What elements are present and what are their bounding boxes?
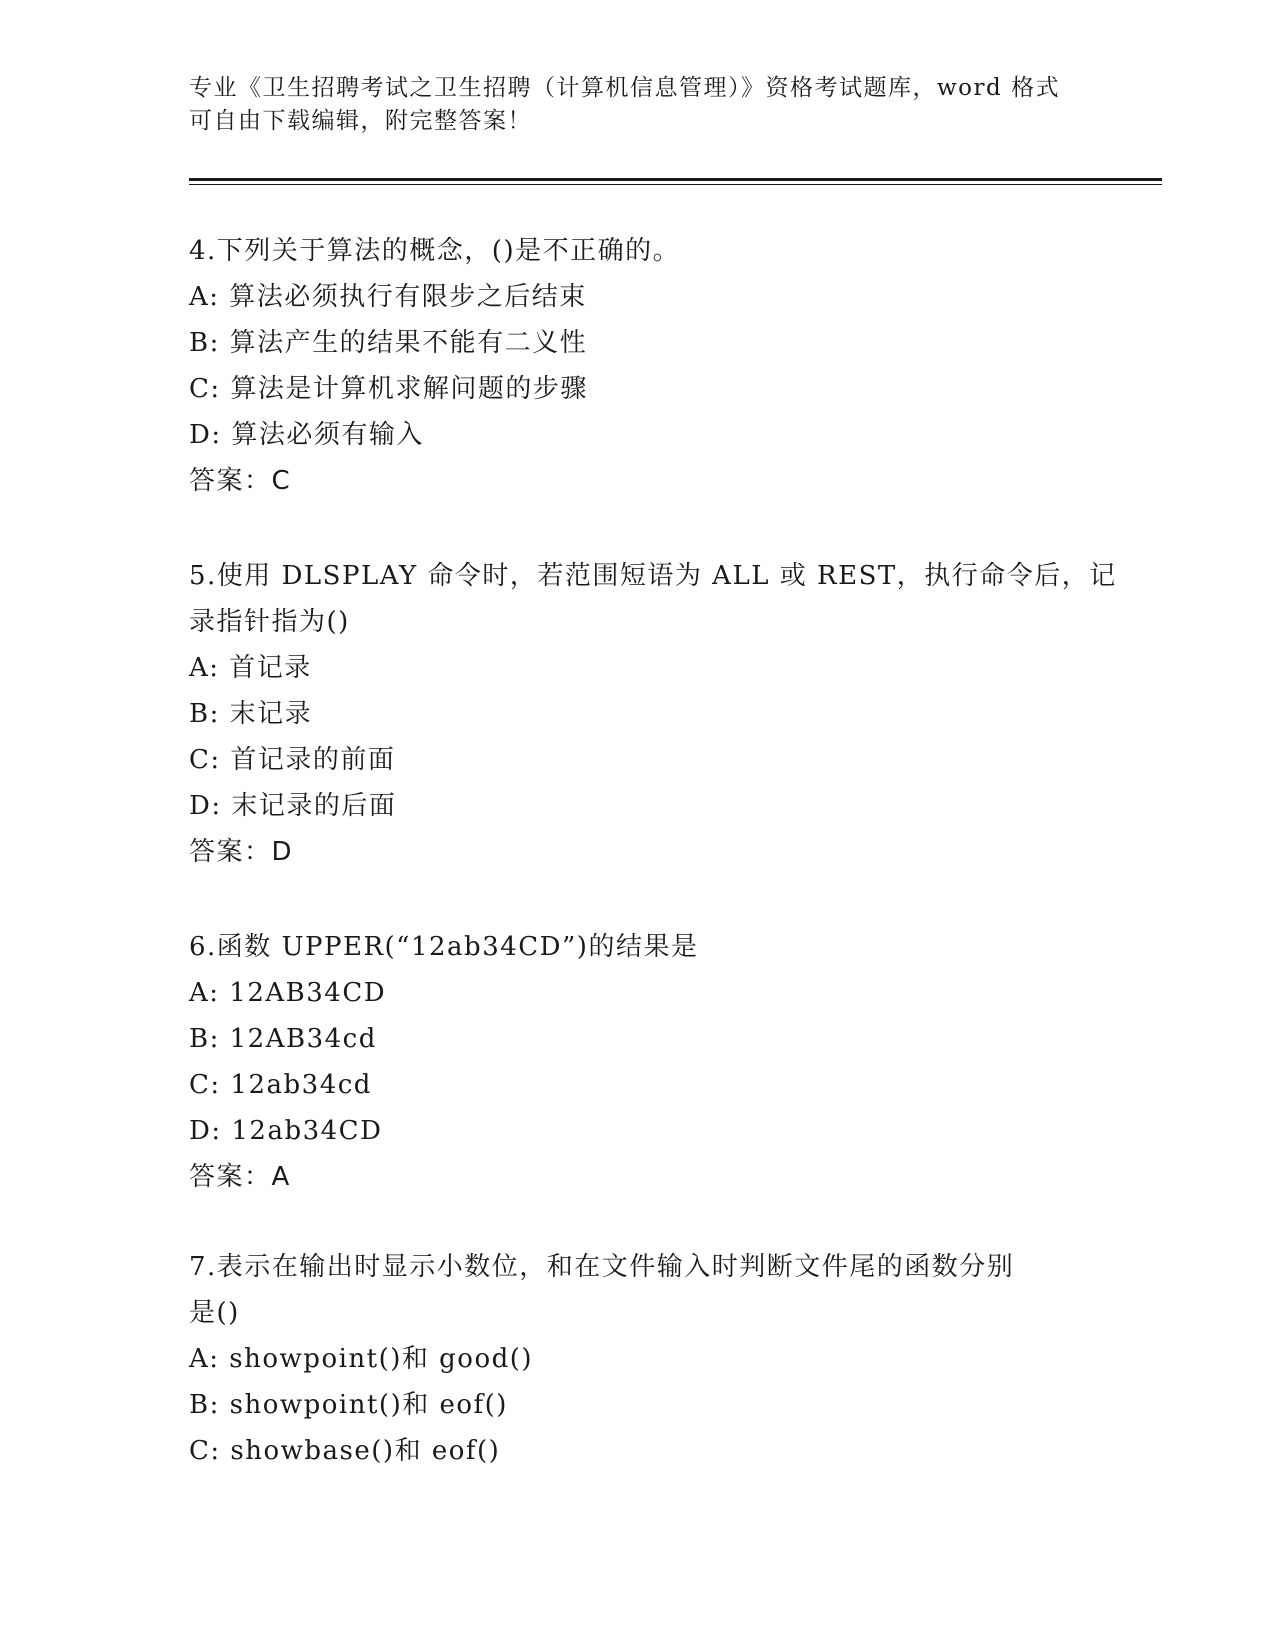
question-5 bbox=[189, 553, 1117, 875]
option-c: C: 算法是计算机求解问题的步骤 bbox=[189, 374, 588, 404]
question-stem: 4.下列关于算法的概念，()是不正确的。 bbox=[189, 236, 681, 266]
header-line-2: 可自由下载编辑，附完整答案！ bbox=[189, 108, 532, 134]
option-a: A: 算法必须执行有限步之后结束 bbox=[189, 282, 587, 312]
question-stem: 5.使用 DLSPLAY 命令时，若范围短语为 ALL 或 REST，执行命令后，记 bbox=[189, 561, 1117, 591]
option-a: A: showpoint()和 good() bbox=[189, 1344, 534, 1374]
option-a: A: 首记录 bbox=[189, 653, 312, 683]
question-stem-continued: 录指针指为() bbox=[189, 607, 350, 637]
option-d: D: 算法必须有输入 bbox=[189, 420, 424, 450]
answer: 答案：D bbox=[189, 837, 294, 867]
answer: 答案：C bbox=[189, 466, 292, 496]
question-stem-continued: 是() bbox=[189, 1298, 240, 1328]
question-7 bbox=[189, 1244, 1089, 1474]
option-b: B: 12AB34cd bbox=[189, 1024, 377, 1054]
question-4 bbox=[189, 228, 1089, 504]
question-6 bbox=[189, 924, 1089, 1200]
option-b: B: 末记录 bbox=[189, 699, 313, 729]
document-header bbox=[189, 72, 1089, 138]
option-d: D: 末记录的后面 bbox=[189, 791, 397, 821]
option-b: B: 算法产生的结果不能有二义性 bbox=[189, 328, 588, 358]
question-stem: 7.表示在输出时显示小数位，和在文件输入时判断文件尾的函数分别 bbox=[189, 1252, 1015, 1282]
header-divider-thick bbox=[189, 178, 1162, 181]
option-c: C: 首记录的前面 bbox=[189, 745, 396, 775]
option-d: D: 12ab34CD bbox=[189, 1116, 383, 1146]
header-line-1: 专业《卫生招聘考试之卫生招聘（计算机信息管理）》资格考试题库，word 格式 bbox=[189, 75, 1061, 101]
option-b: B: showpoint()和 eof() bbox=[189, 1390, 508, 1420]
question-stem: 6.函数 UPPER(“12ab34CD”)的结果是 bbox=[189, 932, 699, 962]
option-c: C: showbase()和 eof() bbox=[189, 1436, 501, 1466]
option-a: A: 12AB34CD bbox=[189, 978, 387, 1008]
header-divider-thin bbox=[189, 184, 1162, 185]
answer: 答案：A bbox=[189, 1162, 291, 1192]
option-c: C: 12ab34cd bbox=[189, 1070, 372, 1100]
